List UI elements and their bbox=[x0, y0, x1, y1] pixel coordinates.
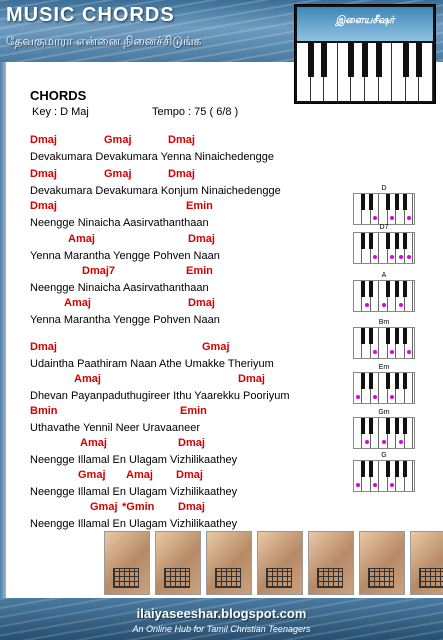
diagram-black-key bbox=[361, 194, 365, 210]
chord-label: Emin bbox=[186, 200, 213, 212]
fretboard-chart bbox=[317, 568, 343, 588]
guitar-chord-photo bbox=[104, 531, 150, 595]
diagram-black-key bbox=[369, 418, 373, 434]
diagram-black-key bbox=[386, 233, 390, 249]
pressed-key-marker bbox=[407, 255, 411, 259]
lyric-line: Neengge Illamal En Ulagam Vizhilikaathey bbox=[30, 518, 238, 530]
piano-black-key bbox=[403, 43, 409, 77]
lyric-line: Neengge Illamal En Ulagam Vizhilikaathey bbox=[30, 454, 238, 466]
chord-label: Dmaj bbox=[176, 469, 203, 481]
chord-label: Emin bbox=[186, 265, 213, 277]
chord-label: Dmaj bbox=[178, 501, 205, 513]
left-accent-bar bbox=[0, 62, 6, 640]
chord-label: Emin bbox=[180, 405, 207, 417]
diagram-black-key bbox=[369, 373, 373, 389]
diagram-black-key bbox=[403, 233, 407, 249]
diagram-chord-name: D bbox=[381, 185, 387, 192]
diagram-chord-name: A bbox=[381, 272, 387, 279]
pressed-key-marker bbox=[373, 255, 377, 259]
pressed-key-marker bbox=[399, 255, 403, 259]
chord-label: Dmaj bbox=[168, 134, 195, 146]
diagram-chord-name: G bbox=[381, 452, 387, 459]
piano-black-key bbox=[308, 43, 314, 77]
guitar-chord-photo bbox=[308, 531, 354, 595]
guitar-chord-photo bbox=[359, 531, 405, 595]
chord-label: *Gmin bbox=[122, 501, 155, 513]
diagram-black-key bbox=[403, 373, 407, 389]
diagram-black-key bbox=[361, 328, 365, 344]
diagram-black-key bbox=[369, 194, 373, 210]
song-tempo: Tempo : 75 ( 6/8 ) bbox=[152, 106, 239, 118]
pressed-key-marker bbox=[373, 395, 377, 399]
diagram-black-key bbox=[395, 461, 399, 477]
pressed-key-marker bbox=[390, 255, 394, 259]
lyric-line: Udaintha Paathiram Naan Athe Umakke Theriyum bbox=[30, 358, 274, 370]
lyric-line: Uthavathe Yennil Neer Uravaaneer bbox=[30, 422, 201, 434]
pressed-key-marker bbox=[399, 440, 403, 444]
diagram-black-key bbox=[386, 373, 390, 389]
pressed-key-marker bbox=[390, 483, 394, 487]
diagram-black-key bbox=[361, 373, 365, 389]
chord-label: Dmaj bbox=[238, 373, 265, 385]
pressed-key-marker bbox=[382, 440, 386, 444]
logo-text: இளையசீஷர் bbox=[335, 15, 395, 26]
piano-black-key bbox=[321, 43, 327, 77]
pressed-key-marker bbox=[365, 303, 369, 307]
chord-label: Dmaj bbox=[188, 297, 215, 309]
diagram-chord-name: Gm bbox=[378, 409, 390, 416]
pressed-key-marker bbox=[390, 395, 394, 399]
guitar-chord-photo bbox=[206, 531, 252, 595]
diagram-chord-name: D7 bbox=[379, 224, 389, 231]
pressed-key-marker bbox=[382, 303, 386, 307]
site-tagline: An Online Hub for Tamil Christian Teenagers bbox=[132, 624, 311, 634]
pressed-key-marker bbox=[373, 350, 377, 354]
pressed-key-marker bbox=[356, 395, 360, 399]
fretboard-chart bbox=[215, 568, 241, 588]
section-heading: CHORDS bbox=[30, 88, 87, 103]
chord-label: Amaj bbox=[68, 233, 95, 245]
chord-label: Gmaj bbox=[104, 134, 132, 146]
guitar-chord-photo bbox=[257, 531, 303, 595]
diagram-black-key bbox=[395, 194, 399, 210]
pressed-key-marker bbox=[390, 350, 394, 354]
diagram-black-key bbox=[361, 281, 365, 297]
chord-label: Gmaj bbox=[90, 501, 118, 513]
diagram-black-key bbox=[386, 418, 390, 434]
keyboard-chord-diagram bbox=[353, 319, 415, 359]
lyric-line: Yenna Marantha Yengge Pohven Naan bbox=[30, 314, 220, 326]
keyboard-chord-diagram bbox=[353, 364, 415, 404]
diagram-black-key bbox=[403, 281, 407, 297]
diagram-black-key bbox=[395, 373, 399, 389]
song-title-tamil: தேவகுமாரா என்னை நினைச்சிடுங்க bbox=[6, 34, 202, 48]
piano-black-key bbox=[348, 43, 354, 77]
chord-label: Bmin bbox=[30, 405, 58, 417]
lyric-line: Neengge Ninaicha Aasirvathanthaan bbox=[30, 217, 209, 229]
diagram-black-key bbox=[403, 328, 407, 344]
diagram-black-key bbox=[369, 281, 373, 297]
diagram-chord-name: Em bbox=[378, 364, 390, 371]
diagram-black-key bbox=[361, 233, 365, 249]
keyboard-chord-diagram bbox=[353, 224, 415, 264]
site-url[interactable]: ilaiyaseeshar.blogspot.com bbox=[136, 606, 307, 621]
pressed-key-marker bbox=[407, 216, 411, 220]
diagram-black-key bbox=[361, 461, 365, 477]
chord-label: Gmaj bbox=[104, 168, 132, 180]
chord-label: Gmaj bbox=[78, 469, 106, 481]
diagram-black-key bbox=[403, 461, 407, 477]
piano-black-key bbox=[362, 43, 368, 77]
pressed-key-marker bbox=[399, 303, 403, 307]
diagram-black-key bbox=[403, 194, 407, 210]
keyboard-chord-diagram bbox=[353, 409, 415, 449]
site-logo bbox=[294, 4, 436, 104]
diagram-black-key bbox=[395, 328, 399, 344]
chord-label: Dmaj bbox=[30, 168, 57, 180]
keyboard-chord-diagram bbox=[353, 452, 415, 492]
diagram-black-key bbox=[386, 461, 390, 477]
fretboard-chart bbox=[113, 568, 139, 588]
fretboard-chart bbox=[266, 568, 292, 588]
fretboard-chart bbox=[419, 568, 443, 588]
chord-label: Amaj bbox=[64, 297, 91, 309]
chord-label: Dmaj bbox=[168, 168, 195, 180]
lyric-line: Yenna Marantha Yengge Pohven Naan bbox=[30, 250, 220, 262]
chord-label: Amaj bbox=[80, 437, 107, 449]
chord-label: Dmaj bbox=[30, 200, 57, 212]
chord-label: Dmaj bbox=[30, 341, 57, 353]
keyboard-chord-diagram bbox=[353, 185, 415, 225]
page-title: MUSIC CHORDS bbox=[6, 4, 175, 26]
keyboard-chord-diagram bbox=[353, 272, 415, 312]
guitar-chord-photo bbox=[410, 531, 443, 595]
diagram-black-key bbox=[395, 233, 399, 249]
diagram-black-key bbox=[369, 233, 373, 249]
chord-label: Amaj bbox=[74, 373, 101, 385]
diagram-black-key bbox=[403, 418, 407, 434]
piano-black-key bbox=[416, 43, 422, 77]
chord-label: Gmaj bbox=[202, 341, 230, 353]
pressed-key-marker bbox=[356, 483, 360, 487]
pressed-key-marker bbox=[407, 350, 411, 354]
diagram-black-key bbox=[386, 281, 390, 297]
chord-label: Amaj bbox=[126, 469, 153, 481]
diagram-chord-name: Bm bbox=[378, 319, 390, 326]
pressed-key-marker bbox=[373, 216, 377, 220]
diagram-black-key bbox=[395, 418, 399, 434]
diagram-black-key bbox=[369, 328, 373, 344]
lyric-line: Dhevan Payanpaduthugireer Ithu Yaarekku Pooriyum bbox=[30, 390, 290, 402]
guitar-chord-photo bbox=[155, 531, 201, 595]
pressed-key-marker bbox=[373, 483, 377, 487]
logo-banner bbox=[297, 7, 433, 41]
diagram-black-key bbox=[386, 194, 390, 210]
fretboard-chart bbox=[164, 568, 190, 588]
lyric-line: Neengge Ninaicha Aasirvathanthaan bbox=[30, 282, 209, 294]
chord-label: Dmaj bbox=[188, 233, 215, 245]
lyric-line: Devakumara Devakumara Yenna Ninaichedengge bbox=[30, 151, 274, 163]
lyric-line: Devakumara Devakumara Konjum Ninaichedengge bbox=[30, 185, 281, 197]
song-key: Key : D Maj bbox=[32, 106, 89, 118]
chord-label: Dmaj bbox=[178, 437, 205, 449]
pressed-key-marker bbox=[365, 440, 369, 444]
chord-label: Dmaj bbox=[30, 134, 57, 146]
diagram-black-key bbox=[386, 328, 390, 344]
diagram-black-key bbox=[369, 461, 373, 477]
diagram-black-key bbox=[361, 418, 365, 434]
chord-label: Dmaj7 bbox=[82, 265, 116, 277]
fretboard-chart bbox=[368, 568, 394, 588]
pressed-key-marker bbox=[390, 216, 394, 220]
piano-black-key bbox=[376, 43, 382, 77]
diagram-black-key bbox=[395, 281, 399, 297]
lyric-line: Neengge Illamal En Ulagam Vizhilikaathey bbox=[30, 486, 238, 498]
piano-keys-image bbox=[297, 43, 433, 101]
